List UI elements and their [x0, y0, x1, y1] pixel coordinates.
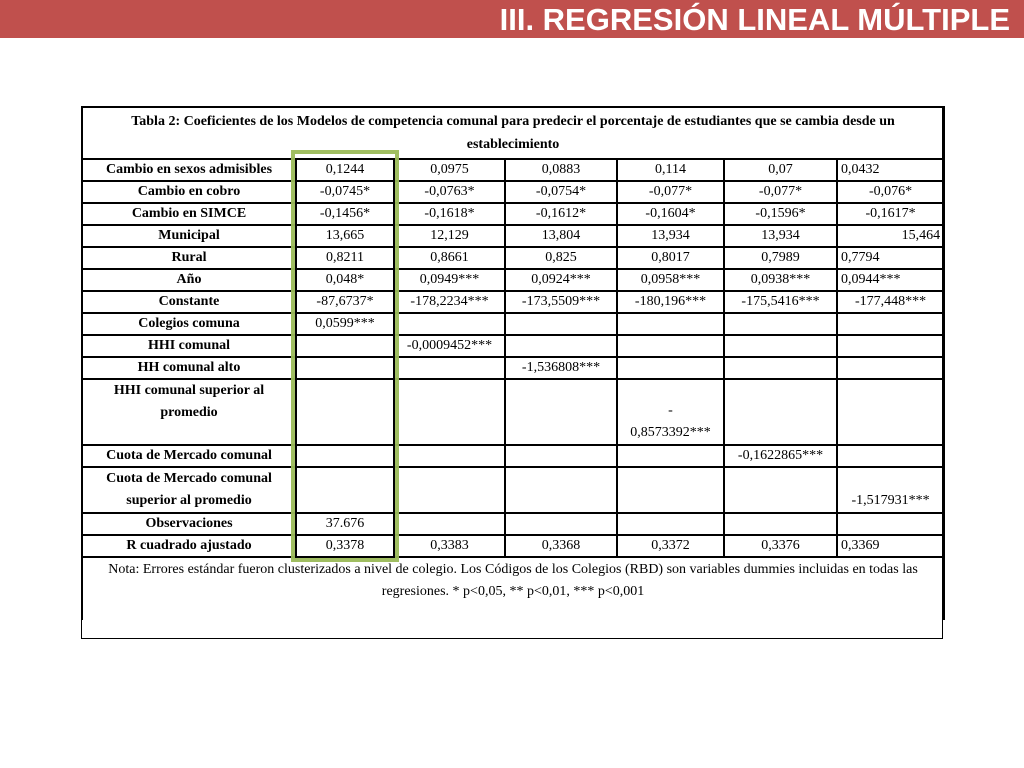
table-cell — [837, 379, 944, 445]
row-label: Cuota de Mercado comunal — [82, 445, 296, 467]
table-row — [82, 535, 944, 557]
table-row — [82, 513, 944, 535]
table-cell: -0,0745* — [296, 181, 394, 203]
table-cell: 0,0924*** — [505, 269, 617, 291]
table-row — [82, 445, 944, 467]
table-cell: 0,7794 — [837, 247, 944, 269]
table-row — [82, 181, 944, 203]
regression-table-container — [81, 106, 943, 639]
row-label: HH comunal alto — [82, 357, 296, 379]
table-cell — [617, 379, 724, 445]
table-row — [82, 225, 944, 247]
table-cell: 0,0432 — [837, 159, 944, 181]
table-cell: 0,048* — [296, 269, 394, 291]
table-row — [82, 247, 944, 269]
table-cell — [724, 335, 837, 357]
table-cell — [394, 379, 505, 445]
table-cell: 0,0975 — [394, 159, 505, 181]
table-cell — [394, 513, 505, 535]
row-label: HHI comunal — [82, 335, 296, 357]
table-cell: -0,076* — [837, 181, 944, 203]
table-cell: -87,6737* — [296, 291, 394, 313]
table-cell — [394, 313, 505, 335]
table-cell — [505, 379, 617, 445]
table-cell — [837, 313, 944, 335]
table-cell — [505, 313, 617, 335]
table-cell: 12,129 — [394, 225, 505, 247]
table-cell — [837, 335, 944, 357]
table-cell: 0,8211 — [296, 247, 394, 269]
table-cell: -0,077* — [724, 181, 837, 203]
cell-line: 0,8573392*** — [630, 425, 711, 440]
table-cell: 0,0599*** — [296, 313, 394, 335]
table-cell: 0,07 — [724, 159, 837, 181]
table-cell: -175,5416*** — [724, 291, 837, 313]
table-cell: -0,0763* — [394, 181, 505, 203]
table-cell: 0,3368 — [505, 535, 617, 557]
table-cell — [617, 445, 724, 467]
table-cell: -180,196*** — [617, 291, 724, 313]
table-cell — [296, 335, 394, 357]
cell-line: - — [668, 403, 673, 418]
row-label: HHI comunal superior al promedio — [82, 379, 296, 445]
table-cell — [394, 357, 505, 379]
table-cell: -0,1618* — [394, 203, 505, 225]
table-cell: 0,3378 — [296, 535, 394, 557]
row-label: Rural — [82, 247, 296, 269]
row-label: Año — [82, 269, 296, 291]
table-cell — [394, 445, 505, 467]
row-label: R cuadrado ajustado — [82, 535, 296, 557]
table-cell — [724, 357, 837, 379]
table-row — [82, 379, 944, 445]
table-cell: 37.676 — [296, 513, 394, 535]
table-cell: -178,2234*** — [394, 291, 505, 313]
table-cell — [724, 313, 837, 335]
table-cell: 0,0944*** — [837, 269, 944, 291]
table-cell: -0,0754* — [505, 181, 617, 203]
table-cell — [617, 467, 724, 513]
table-cell: 13,804 — [505, 225, 617, 247]
table-cell: 0,3372 — [617, 535, 724, 557]
title-bar — [0, 0, 1024, 38]
row-label: Cambio en cobro — [82, 181, 296, 203]
row-label: Constante — [82, 291, 296, 313]
table-row — [82, 269, 944, 291]
table-cell — [296, 379, 394, 445]
table-cell: -0,1622865*** — [724, 445, 837, 467]
table-cell: 0,3376 — [724, 535, 837, 557]
table-cell — [724, 467, 837, 513]
table-caption: Tabla 2: Coeficientes de los Modelos de competencia comunal para predecir el porcentaje de estudiantes que se cambia desde un establecimiento — [82, 107, 944, 159]
table-cell — [505, 445, 617, 467]
table-row — [82, 203, 944, 225]
row-label: Municipal — [82, 225, 296, 247]
table-row — [82, 313, 944, 335]
table-cell: -0,077* — [617, 181, 724, 203]
slide-title: III. REGRESIÓN LINEAL MÚLTIPLE — [499, 2, 1010, 37]
table-cell: 0,8017 — [617, 247, 724, 269]
table-cell: 15,464 — [837, 225, 944, 247]
table-cell: 13,934 — [724, 225, 837, 247]
table-cell: 13,934 — [617, 225, 724, 247]
table-cell: 0,114 — [617, 159, 724, 181]
table-row — [82, 159, 944, 181]
table-row — [82, 467, 944, 513]
table-cell: -0,1456* — [296, 203, 394, 225]
row-label: Cuota de Mercado comunal superior al promedio — [82, 467, 296, 513]
table-cell — [505, 513, 617, 535]
regression-table — [81, 106, 945, 620]
table-cell: -1,536808*** — [505, 357, 617, 379]
table-cell: -0,0009452*** — [394, 335, 505, 357]
table-cell — [296, 445, 394, 467]
table-note: Nota: Errores estándar fueron clusterizados a nivel de colegio. Los Códigos de los Colegios (RBD) son variables dummies incluidas en todas las regresiones. * p<0,05, ** p<0,01, *** p<0,001 — [82, 557, 944, 620]
table-cell: 0,0883 — [505, 159, 617, 181]
table-cell: 0,1244 — [296, 159, 394, 181]
table-cell: -0,1617* — [837, 203, 944, 225]
table-cell: -177,448*** — [837, 291, 944, 313]
table-cell: 0,0958*** — [617, 269, 724, 291]
table-cell — [505, 335, 617, 357]
table-cell — [724, 513, 837, 535]
row-label: Cambio en sexos admisibles — [82, 159, 296, 181]
table-cell: -0,1604* — [617, 203, 724, 225]
table-cell — [724, 379, 837, 445]
table-cell — [394, 467, 505, 513]
table-cell — [617, 513, 724, 535]
table-cell: 0,0949*** — [394, 269, 505, 291]
table-cell: -173,5509*** — [505, 291, 617, 313]
table-cell — [505, 467, 617, 513]
row-label: Observaciones — [82, 513, 296, 535]
row-label: Cambio en SIMCE — [82, 203, 296, 225]
table-cell: 0,825 — [505, 247, 617, 269]
table-cell: 0,0938*** — [724, 269, 837, 291]
table-row — [82, 357, 944, 379]
table-cell — [296, 467, 394, 513]
table-cell: 0,3383 — [394, 535, 505, 557]
table-cell: 13,665 — [296, 225, 394, 247]
table-cell — [617, 313, 724, 335]
table-cell — [837, 445, 944, 467]
table-cell: 0,3369 — [837, 535, 944, 557]
table-cell: 0,7989 — [724, 247, 837, 269]
note-row — [82, 557, 944, 620]
table-row — [82, 291, 944, 313]
table-cell — [837, 357, 944, 379]
table-cell — [837, 513, 944, 535]
row-label: Colegios comuna — [82, 313, 296, 335]
table-cell: 0,8661 — [394, 247, 505, 269]
table-cell — [617, 357, 724, 379]
table-cell — [296, 357, 394, 379]
table-cell: -0,1612* — [505, 203, 617, 225]
table-cell — [617, 335, 724, 357]
table-cell: -0,1596* — [724, 203, 837, 225]
table-row — [82, 335, 944, 357]
table-cell: -1,517931*** — [837, 467, 944, 513]
